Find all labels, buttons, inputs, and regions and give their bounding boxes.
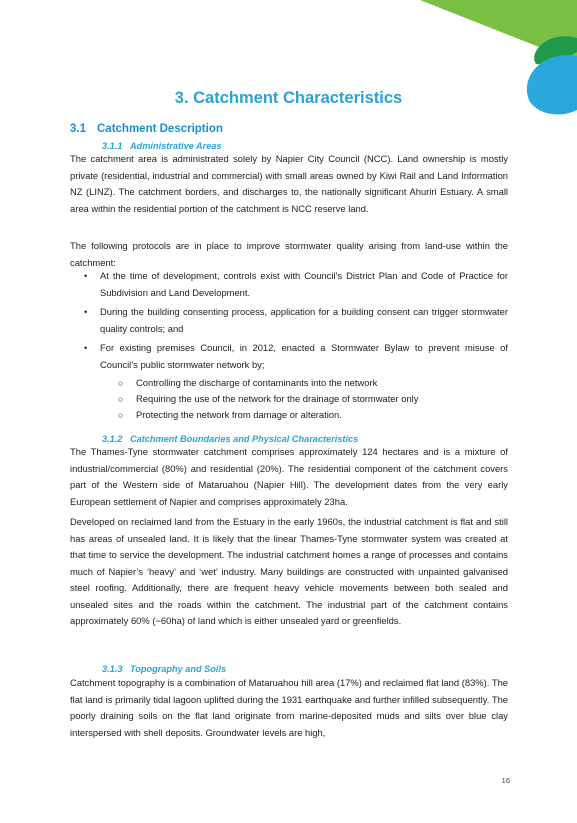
list-item bbox=[70, 340, 508, 423]
section-heading bbox=[70, 123, 223, 135]
subsection-number: 3.1.3 bbox=[102, 664, 123, 674]
circle-bullet-icon: ○ bbox=[118, 394, 124, 404]
section-title: Catchment Description bbox=[97, 123, 223, 135]
list-item-text: At the time of development, controls exist with Council’s District Plan and Code of Practice for Subdivision and Land Development. bbox=[100, 270, 508, 298]
subsection-title: Catchment Boundaries and Physical Characteristics bbox=[130, 434, 359, 444]
subsection-title: Administrative Areas bbox=[130, 141, 222, 151]
subsection-heading-topography bbox=[102, 664, 226, 674]
list-item-text: During the building consenting process, application for a building consent can trigger stormwater quality controls; and bbox=[100, 306, 508, 334]
bullet-icon: • bbox=[84, 306, 88, 317]
subsection-heading-administrative bbox=[102, 141, 222, 151]
paragraph-industrial-development: Developed on reclaimed land from the Estuary in the early 1960s, the industrial catchment is flat and still has areas of unsealed land. It is likely that the linear Thames-Tyne stormwater system was created at that time to service the development. The industrial catchment homes a range of processes and contains much of Napier’s ‘heavy’ and ‘wet’ industry. Many buildings are constructed with unpainted galvanised steel roofing. Additionally, there are frequent heavy vehicle movements between both sealed and unsealed sites and the roads within the catchment. The industrial part of the catchment contains approximately 60% (~60ha) of land which is either unsealed yard or greenfields. bbox=[70, 516, 508, 626]
subsection-number: 3.1.1 bbox=[102, 141, 123, 151]
sub-list-item-text: Protecting the network from damage or alteration. bbox=[136, 409, 342, 420]
sub-list-item-text: Controlling the discharge of contaminants into the network bbox=[136, 377, 378, 388]
page-number: 16 bbox=[501, 776, 510, 785]
paragraph-catchment-size: The Thames-Tyne stormwater catchment comprises approximately 124 hectares and is a mixture of industrial/commercial (80%) and residential (20%). The residential component of the catchment covers part of the Western side of Mataruahou (Napier Hill). The development dates from the very early European settlement of Napier and comprises approximately 23ha. bbox=[70, 446, 508, 507]
subsection-number: 3.1.2 bbox=[102, 434, 123, 444]
list-item bbox=[70, 304, 508, 337]
page-title: 3. Catchment Characteristics bbox=[174, 89, 403, 107]
bylaw-sub-list bbox=[100, 375, 508, 423]
paragraph-administration: The catchment area is administrated solely by Napier City Council (NCC). Land ownership is mostly private (residential, industrial and commercial) with small areas owned by Kiwi Rail and Land Information NZ (LINZ). The catchment borders, and discharges to, the nationally significant Ahuriri Estuary. A small area within the residential portion of the catchment is NCC reserve land. bbox=[70, 153, 508, 214]
section-number: 3.1 bbox=[70, 123, 86, 135]
paragraph-protocols-intro: The following protocols are in place to improve stormwater quality arising from land-use within the catchment: bbox=[70, 240, 508, 268]
list-item bbox=[70, 268, 508, 301]
paragraph-topography: Catchment topography is a combination of Mataruahou hill area (17%) and reclaimed flat land (83%). The flat land is primarily tidal lagoon uplifted during the 1931 earthquake and further infilled subsequently. The poorly draining soils on the flat land originate from marine-deposited muds and silts over blue clay interspersed with shell deposits. Groundwater levels are high, bbox=[70, 677, 508, 738]
circle-bullet-icon: ○ bbox=[118, 410, 124, 420]
green-ribbon-shape bbox=[420, 0, 577, 62]
sub-list-item-text: Requiring the use of the network for the drainage of stormwater only bbox=[136, 393, 419, 404]
bullet-icon: • bbox=[84, 342, 88, 353]
subsection-title: Topography and Soils bbox=[130, 664, 227, 674]
protocol-bullet-list bbox=[70, 268, 508, 426]
dark-green-leaf-shape bbox=[534, 36, 577, 64]
list-item-text: For existing premises Council, in 2012, enacted a Stormwater Bylaw to prevent misuse of Council’s public stormwater network by; bbox=[100, 342, 508, 370]
bullet-icon: • bbox=[84, 270, 88, 281]
circle-bullet-icon: ○ bbox=[118, 378, 124, 388]
sub-list-item bbox=[106, 407, 508, 423]
subsection-heading-boundaries bbox=[102, 434, 358, 444]
sub-list-item bbox=[106, 375, 508, 391]
sub-list-item bbox=[106, 391, 508, 407]
